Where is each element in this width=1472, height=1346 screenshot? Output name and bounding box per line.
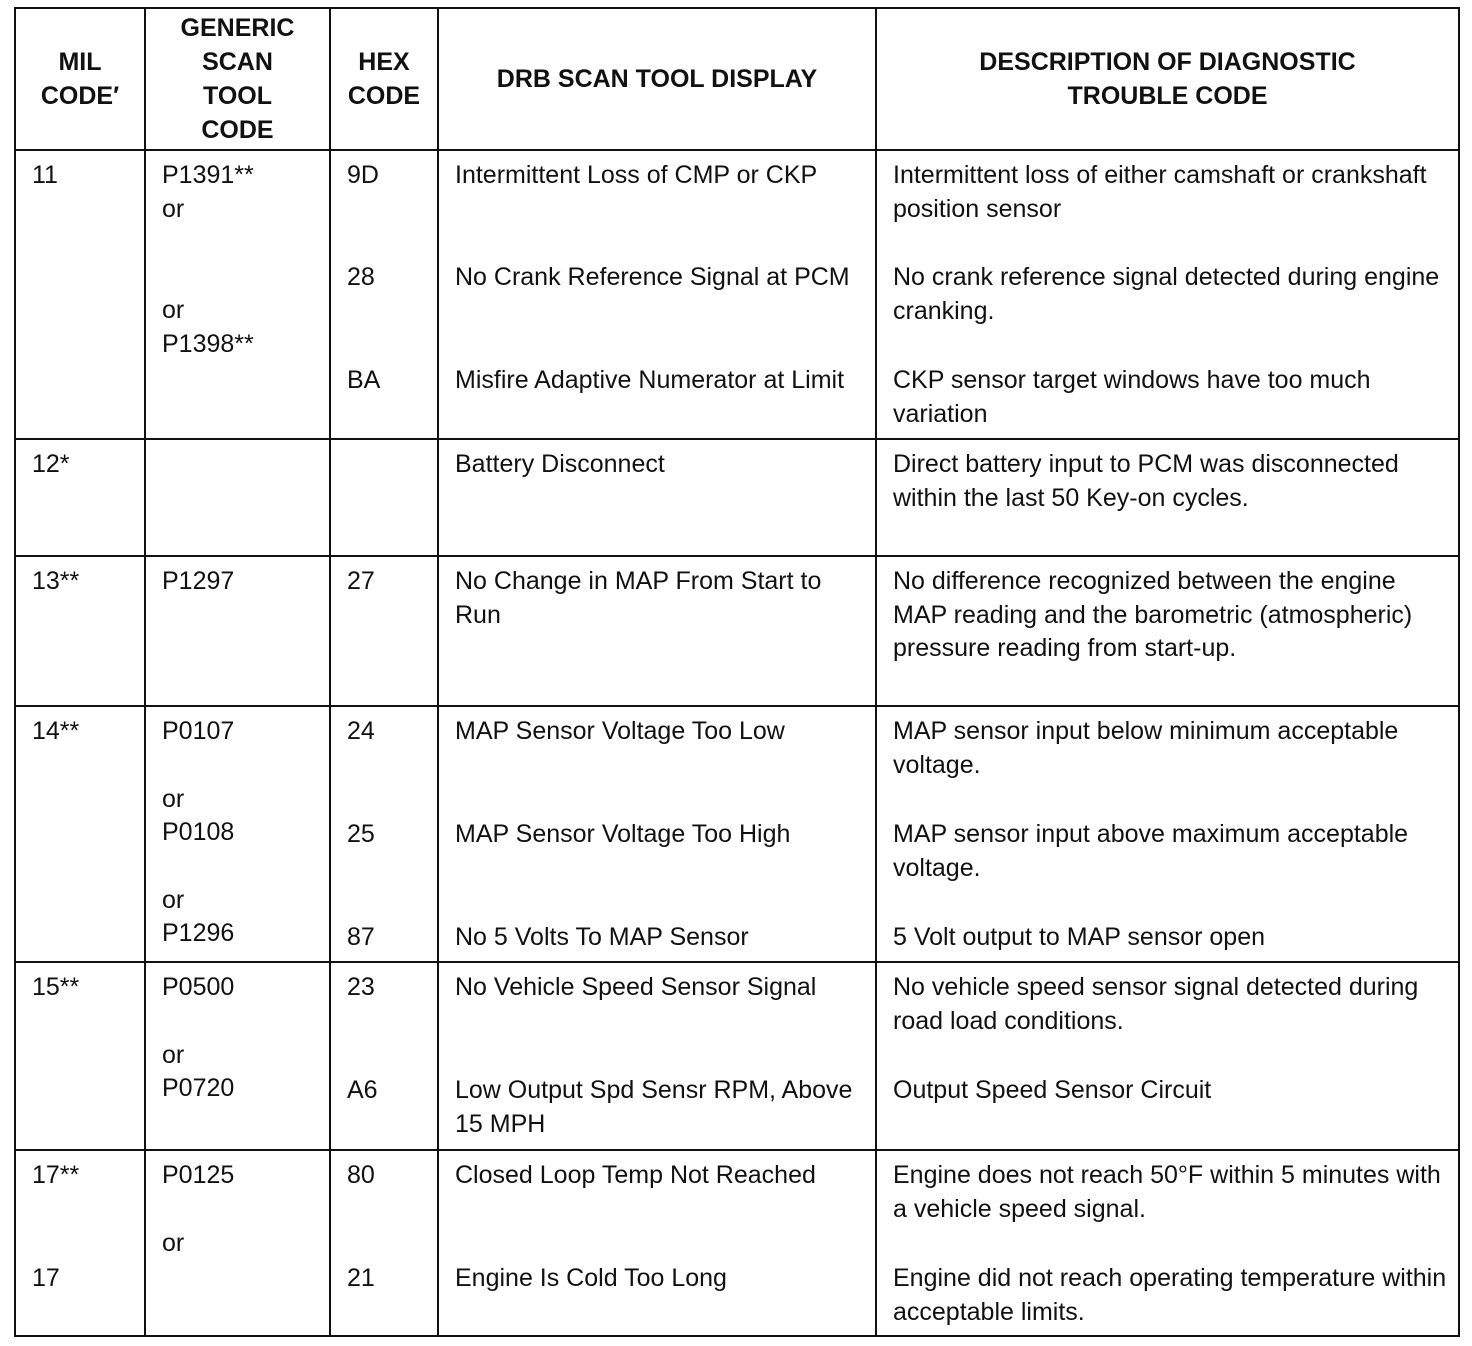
table-row [15,1150,1459,1336]
header-description [876,8,1459,150]
generic-code: P0500 [162,973,235,1001]
hex-code: 23 [347,973,375,1001]
hex-code: BA [347,366,381,394]
or-connector: or [162,194,185,223]
generic-code: P0108 [162,818,235,846]
generic-code-cell [145,150,330,439]
generic-code: P0720 [162,1074,235,1102]
description-cell [876,1150,1459,1336]
header-text: TOOL [203,82,272,110]
description-cell [876,150,1459,439]
drb-display-text: MAP Sensor Voltage Too Low [455,717,785,745]
description-cell [876,556,1459,706]
generic-code: P0125 [162,1161,235,1189]
or-connector: or [162,885,185,914]
description-text: Engine does not reach 50°F within 5 minutes with a vehicle speed signal. [893,1161,1441,1223]
mil-code-cell [15,706,145,962]
description-text: MAP sensor input above maximum acceptable voltage. [893,820,1409,882]
table-row [15,556,1459,706]
table-body [15,150,1459,1336]
hex-code: 21 [347,1264,375,1292]
header-mil-code [15,8,145,150]
hex-code: 24 [347,717,375,745]
header-text: DESCRIPTION OF DIAGNOSTIC [979,48,1356,76]
header-text: MIL [58,48,102,76]
description-text: Output Speed Sensor Circuit [893,1076,1212,1104]
drb-display-cell [438,962,876,1150]
drb-display-text: No Change in MAP From Start to Run [455,567,822,629]
hex-code-cell [330,439,438,556]
generic-code: P1391** [162,161,254,189]
generic-code: P0107 [162,717,235,745]
hex-code: 28 [347,263,375,291]
description-text: CKP sensor target windows have too much variation [893,366,1371,428]
description-text: Direct battery input to PCM was disconnected within the last 50 Key-on cycles. [893,450,1399,512]
drb-display-cell [438,706,876,962]
hex-code-cell [330,706,438,962]
hex-code-cell [330,1150,438,1336]
header-drb-scan-tool-display [438,8,876,150]
drb-display-text: Intermittent Loss of CMP or CKP [455,161,818,189]
hex-code: A6 [347,1076,378,1104]
or-connector: or [162,784,185,813]
header-text: CODE [201,116,274,144]
generic-code-cell [145,1150,330,1336]
table-row [15,706,1459,962]
mil-code-cell [15,150,145,439]
drb-display-text: Engine Is Cold Too Long [455,1264,727,1292]
drb-display-text: Battery Disconnect [455,450,665,478]
generic-code-cell [145,439,330,556]
mil-code: 12* [32,450,70,478]
mil-code: 17 [32,1264,60,1292]
description-cell [876,706,1459,962]
description-text: No crank reference signal detected during engine cranking. [893,263,1440,325]
hex-code: 27 [347,567,375,595]
description-text: No difference recognized between the engine MAP reading and the barometric (atmospheric) pressure reading from start-up. [893,567,1413,662]
drb-display-cell [438,1150,876,1336]
mil-code: 14** [32,717,80,745]
drb-display-text: Misfire Adaptive Numerator at Limit [455,366,845,394]
table-row [15,439,1459,556]
generic-code-cell [145,962,330,1150]
header-generic-scan-tool-code [145,8,330,150]
description-text: Engine did not reach operating temperature within acceptable limits. [893,1264,1447,1326]
drb-display-cell [438,439,876,556]
table-row [15,962,1459,1150]
table-header [15,8,1459,150]
mil-code-cell [15,439,145,556]
drb-display-text: No 5 Volts To MAP Sensor [455,923,749,951]
mil-code: 11 [32,161,58,189]
hex-code-cell [330,150,438,439]
or-connector: or [162,1228,185,1257]
description-text: 5 Volt output to MAP sensor open [893,923,1266,951]
header-text: HEX [358,48,410,76]
generic-code: P1297 [162,567,235,595]
generic-code: P1296 [162,919,235,947]
mil-code-cell [15,1150,145,1336]
drb-display-text: No Crank Reference Signal at PCM [455,263,850,291]
mil-code: 17** [32,1161,80,1189]
generic-code-cell [145,556,330,706]
header-text: GENERIC [180,14,295,42]
header-text: DRB SCAN TOOL DISPLAY [496,65,818,93]
hex-code-cell [330,556,438,706]
drb-display-cell [438,150,876,439]
description-text: No vehicle speed sensor signal detected during road load conditions. [893,973,1419,1035]
description-text: MAP sensor input below minimum acceptable voltage. [893,717,1399,779]
hex-code-cell [330,962,438,1150]
header-text: CODE [347,82,421,110]
drb-display-text: MAP Sensor Voltage Too High [455,820,791,848]
mil-code: 13** [32,567,80,595]
header-text: CODE′ [40,82,120,110]
drb-display-text: Closed Loop Temp Not Reached [455,1161,816,1189]
diagnostic-trouble-code-table [14,7,1460,1337]
description-text: Intermittent loss of either camshaft or crankshaft position sensor [893,161,1427,223]
mil-code-cell [15,556,145,706]
header-text: SCAN [202,48,273,76]
mil-code: 15** [32,973,80,1001]
or-connector: or [162,1040,185,1069]
mil-code-cell [15,962,145,1150]
header-text: TROUBLE CODE [1067,82,1268,110]
generic-code: P1398** [162,329,254,358]
header-hex-code [330,8,438,150]
description-cell [876,439,1459,556]
hex-code: 25 [347,820,375,848]
table-row [15,150,1459,439]
or-connector: or [162,296,185,324]
drb-display-text: No Vehicle Speed Sensor Signal [455,973,817,1001]
description-cell [876,962,1459,1150]
drb-display-text: Low Output Spd Sensr RPM, Above 15 MPH [455,1076,853,1138]
hex-code: 87 [347,923,375,951]
hex-code: 80 [347,1161,375,1189]
header-row [15,8,1459,150]
drb-display-cell [438,556,876,706]
generic-code-cell [145,706,330,962]
hex-code: 9D [347,161,379,189]
